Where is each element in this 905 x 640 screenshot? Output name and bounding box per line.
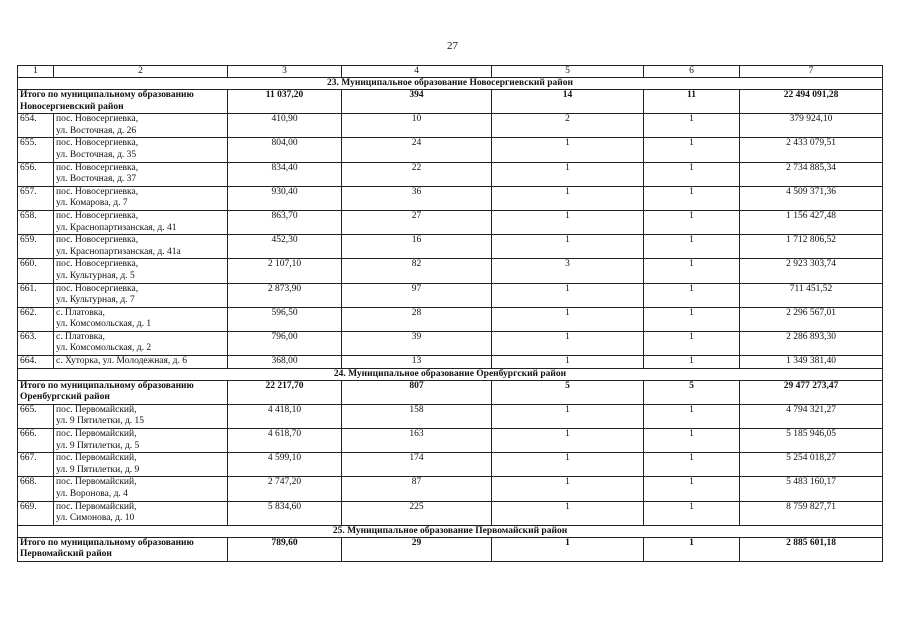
row-residents: 87 — [342, 477, 492, 501]
row-area: 834,40 — [228, 162, 342, 186]
address-line: пос. Первомайский, — [56, 477, 137, 488]
table-row — [18, 501, 883, 525]
total-col5: 5 — [492, 380, 644, 404]
row-area: 2 747,20 — [228, 477, 342, 501]
row-col5: 1 — [492, 162, 644, 186]
address-line: ул. Восточная, д. 35 — [56, 149, 137, 160]
section-total-row — [18, 380, 883, 404]
row-area: 4 599,10 — [228, 453, 342, 477]
row-residents: 82 — [342, 259, 492, 283]
total-residents: 394 — [342, 90, 492, 114]
row-amount: 711 451,52 — [740, 283, 883, 307]
total-residents: 29 — [342, 537, 492, 561]
address-line: с. Платовка, — [56, 307, 105, 318]
table-row — [18, 138, 883, 162]
address-line: пос. Новосергиевка, — [56, 283, 139, 294]
total-amount: 29 477 273,47 — [740, 380, 883, 404]
row-amount: 2 296 567,01 — [740, 307, 883, 331]
row-number: 668. — [18, 477, 54, 501]
row-residents: 36 — [342, 186, 492, 210]
total-col6: 11 — [644, 90, 740, 114]
address-line: ул. Комарова, д. 7 — [56, 198, 128, 209]
total-label-line: Итого по муниципальному образованию — [20, 90, 194, 100]
row-col6: 1 — [644, 477, 740, 501]
row-col6: 1 — [644, 138, 740, 162]
row-number: 658. — [18, 210, 54, 234]
row-col6: 1 — [644, 210, 740, 234]
row-address — [54, 404, 228, 428]
row-residents: 10 — [342, 114, 492, 138]
row-col5: 1 — [492, 307, 644, 331]
row-col5: 1 — [492, 186, 644, 210]
row-residents: 24 — [342, 138, 492, 162]
address-line: ул. Восточная, д. 37 — [56, 174, 137, 185]
row-residents: 39 — [342, 331, 492, 355]
row-col6: 1 — [644, 283, 740, 307]
address-line: пос. Первомайский, — [56, 404, 137, 415]
row-area: 4 418,10 — [228, 404, 342, 428]
row-number: 664. — [18, 356, 54, 369]
row-area: 368,00 — [228, 356, 342, 369]
row-number: 667. — [18, 453, 54, 477]
row-amount: 1 156 427,48 — [740, 210, 883, 234]
row-residents: 27 — [342, 210, 492, 234]
row-area: 4 618,70 — [228, 429, 342, 453]
column-number: 3 — [228, 66, 342, 78]
section-title: 23. Муниципальное образование Новосергиевский район — [18, 78, 883, 90]
address-line: пос. Новосергиевка, — [56, 235, 139, 246]
column-number: 4 — [342, 66, 492, 78]
total-col6: 1 — [644, 537, 740, 561]
row-area: 410,90 — [228, 114, 342, 138]
row-area: 2 873,90 — [228, 283, 342, 307]
section-title-row — [18, 78, 883, 90]
address-line: ул. 9 Пятилетки, д. 5 — [56, 440, 140, 451]
row-amount: 4 509 371,36 — [740, 186, 883, 210]
row-amount: 5 483 160,17 — [740, 477, 883, 501]
row-residents: 28 — [342, 307, 492, 331]
total-area: 11 037,20 — [228, 90, 342, 114]
section-title: 24. Муниципальное образование Оренбургский район — [18, 368, 883, 380]
row-area: 596,50 — [228, 307, 342, 331]
row-col6: 1 — [644, 162, 740, 186]
row-number: 655. — [18, 138, 54, 162]
row-area: 796,00 — [228, 331, 342, 355]
row-address — [54, 356, 228, 369]
row-amount: 8 759 827,71 — [740, 501, 883, 525]
total-label — [18, 537, 228, 561]
row-number: 654. — [18, 114, 54, 138]
table-row — [18, 283, 883, 307]
total-label-line: Итого по муниципальному образованию — [20, 537, 194, 548]
section-total-row — [18, 537, 883, 561]
row-col6: 1 — [644, 186, 740, 210]
total-area: 789,60 — [228, 537, 342, 561]
address-line: пос. Первомайский, — [56, 429, 137, 440]
table-row — [18, 331, 883, 355]
address-line: с. Хуторка, ул. Молодежная, д. 6 — [56, 356, 187, 367]
row-residents: 174 — [342, 453, 492, 477]
address-line: ул. Восточная, д. 26 — [56, 125, 137, 136]
row-amount: 2 286 893,30 — [740, 331, 883, 355]
address-line: пос. Новосергиевка, — [56, 186, 139, 197]
section-title-row — [18, 368, 883, 380]
register-body — [18, 78, 883, 562]
address-line: пос. Первомайский, — [56, 501, 137, 512]
row-col5: 1 — [492, 331, 644, 355]
address-line: ул. Культурная, д. 7 — [56, 295, 135, 306]
row-col6: 1 — [644, 259, 740, 283]
row-address — [54, 235, 228, 259]
table-row — [18, 404, 883, 428]
row-area: 2 107,10 — [228, 259, 342, 283]
row-residents: 225 — [342, 501, 492, 525]
row-amount: 2 734 885,34 — [740, 162, 883, 186]
address-line: пос. Новосергиевка, — [56, 114, 139, 125]
table-row — [18, 356, 883, 369]
row-residents: 97 — [342, 283, 492, 307]
address-line: ул. Симонова, д. 10 — [56, 513, 135, 524]
row-number: 657. — [18, 186, 54, 210]
row-col6: 1 — [644, 331, 740, 355]
row-address — [54, 210, 228, 234]
address-line: с. Платовка, — [56, 331, 105, 342]
table-row — [18, 210, 883, 234]
column-number: 1 — [18, 66, 54, 78]
table-row — [18, 186, 883, 210]
row-col5: 1 — [492, 404, 644, 428]
row-col6: 1 — [644, 235, 740, 259]
section-total-row — [18, 90, 883, 114]
row-number: 663. — [18, 331, 54, 355]
table-row — [18, 429, 883, 453]
row-address — [54, 501, 228, 525]
table-row — [18, 162, 883, 186]
total-label-line: Новосергиевский район — [20, 101, 124, 112]
row-address — [54, 259, 228, 283]
section-title: 25. Муниципальное образование Первомайский район — [18, 525, 883, 537]
table-row — [18, 235, 883, 259]
row-col5: 1 — [492, 210, 644, 234]
page-number: 27 — [447, 40, 458, 52]
row-amount: 1 349 381,40 — [740, 356, 883, 369]
address-line: ул. Краснопартизанская, д. 41а — [56, 246, 181, 257]
row-col6: 1 — [644, 307, 740, 331]
row-number: 666. — [18, 429, 54, 453]
address-line: ул. Воронова, д. 4 — [56, 489, 128, 499]
row-col5: 1 — [492, 356, 644, 369]
row-amount: 379 924,10 — [740, 114, 883, 138]
address-line: ул. Комсомольская, д. 2 — [56, 343, 152, 354]
row-amount: 2 923 303,74 — [740, 259, 883, 283]
total-label — [18, 90, 228, 114]
row-number: 656. — [18, 162, 54, 186]
row-col5: 1 — [492, 477, 644, 501]
address-line: ул. Комсомольская, д. 1 — [56, 319, 152, 330]
column-number: 7 — [740, 66, 883, 78]
column-number: 6 — [644, 66, 740, 78]
row-residents: 22 — [342, 162, 492, 186]
row-number: 662. — [18, 307, 54, 331]
row-area: 804,00 — [228, 138, 342, 162]
total-col5: 1 — [492, 537, 644, 561]
table-row — [18, 477, 883, 501]
row-col5: 1 — [492, 235, 644, 259]
total-residents: 807 — [342, 380, 492, 404]
column-number: 2 — [54, 66, 228, 78]
address-line: пос. Первомайский, — [56, 453, 137, 464]
address-line: ул. 9 Пятилетки, д. 15 — [56, 416, 145, 427]
total-col5: 14 — [492, 90, 644, 114]
row-address — [54, 114, 228, 138]
row-residents: 158 — [342, 404, 492, 428]
column-number-row — [18, 66, 883, 78]
row-col6: 1 — [644, 404, 740, 428]
row-number: 669. — [18, 501, 54, 525]
row-area: 863,70 — [228, 210, 342, 234]
row-address — [54, 283, 228, 307]
row-address — [54, 331, 228, 355]
row-amount: 1 712 806,52 — [740, 235, 883, 259]
row-residents: 163 — [342, 429, 492, 453]
address-line: пос. Новосергиевка, — [56, 259, 139, 270]
row-address — [54, 307, 228, 331]
row-address — [54, 162, 228, 186]
address-line: ул. Культурная, д. 5 — [56, 270, 135, 281]
row-address — [54, 429, 228, 453]
row-address — [54, 453, 228, 477]
row-col5: 1 — [492, 138, 644, 162]
table-row — [18, 114, 883, 138]
row-address — [54, 186, 228, 210]
address-line: пос. Новосергиевка, — [56, 138, 139, 149]
row-amount: 4 794 321,27 — [740, 404, 883, 428]
row-col6: 1 — [644, 356, 740, 369]
row-residents: 13 — [342, 356, 492, 369]
row-col5: 1 — [492, 429, 644, 453]
row-area: 930,40 — [228, 186, 342, 210]
register-table — [17, 65, 883, 562]
row-address — [54, 138, 228, 162]
total-label-line: Первомайский район — [20, 549, 112, 560]
table-row — [18, 453, 883, 477]
row-col5: 1 — [492, 453, 644, 477]
row-number: 659. — [18, 235, 54, 259]
address-line: пос. Новосергиевка, — [56, 162, 139, 173]
row-area: 5 834,60 — [228, 501, 342, 525]
row-amount: 5 185 946,05 — [740, 429, 883, 453]
table-row — [18, 259, 883, 283]
total-label-line: Оренбургский район — [20, 392, 110, 403]
column-number: 5 — [492, 66, 644, 78]
total-label — [18, 380, 228, 404]
row-col6: 1 — [644, 453, 740, 477]
total-col6: 5 — [644, 380, 740, 404]
row-number: 661. — [18, 283, 54, 307]
row-amount: 5 254 018,27 — [740, 453, 883, 477]
row-number: 660. — [18, 259, 54, 283]
table-row — [18, 307, 883, 331]
row-col6: 1 — [644, 114, 740, 138]
row-col5: 1 — [492, 283, 644, 307]
row-residents: 16 — [342, 235, 492, 259]
row-col6: 1 — [644, 501, 740, 525]
row-amount: 2 433 079,51 — [740, 138, 883, 162]
total-label-line: Итого по муниципальному образованию — [20, 380, 194, 391]
row-number: 665. — [18, 404, 54, 428]
address-line: ул. Краснопартизанская, д. 41 — [56, 222, 177, 233]
section-title-row — [18, 525, 883, 537]
total-area: 22 217,70 — [228, 380, 342, 404]
address-line: ул. 9 Пятилетки, д. 9 — [56, 464, 140, 475]
address-line: пос. Новосергиевка, — [56, 210, 139, 221]
total-amount: 22 494 091,28 — [740, 90, 883, 114]
row-col5: 1 — [492, 501, 644, 525]
row-col5: 2 — [492, 114, 644, 138]
row-area: 452,30 — [228, 235, 342, 259]
total-amount: 2 885 601,18 — [740, 537, 883, 561]
row-col5: 3 — [492, 259, 644, 283]
row-address — [54, 477, 228, 501]
row-col6: 1 — [644, 429, 740, 453]
